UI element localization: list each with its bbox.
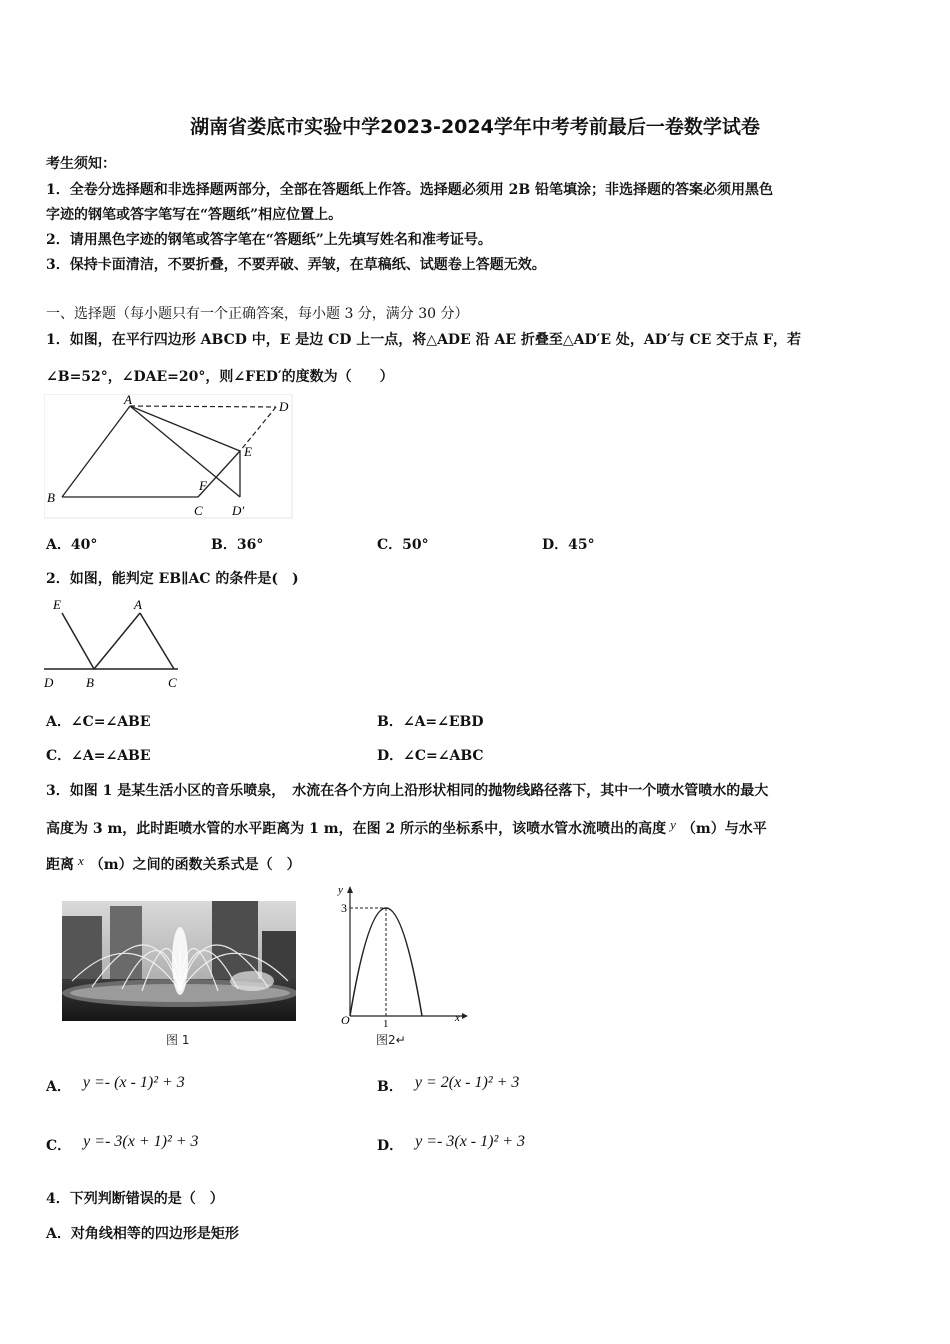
q1-stem-line-2: ∠B=52°，∠DAE=20°，则∠FED′的度数为（ ） (46, 369, 394, 385)
q3-stem-line-2: 高度为 3 m，此时距喷水管的水平距离为 1 m，在图 2 所示的坐标系中，该喷水管水流喷出的高度 y （m）与水平 (46, 817, 767, 837)
label-e: E (244, 444, 252, 459)
label-a: A (124, 394, 132, 407)
q3-option-c[interactable]: C． y =- 3(x + 1)² + 3 (46, 1133, 199, 1154)
fountain-photo (62, 901, 296, 1021)
q2-figure (40, 595, 190, 693)
line-ac (140, 613, 174, 669)
line-eb (62, 613, 94, 669)
q3-stem-line-1: 3．如图 1 是某生活小区的音乐喷泉， 水流在各个方向上沿形状相同的抛物线路径落下，其中一个喷水管喷水的最大 (46, 783, 769, 799)
q2-stem: 2．如图，能判定 EB∥AC 的条件是( ) (46, 571, 299, 587)
max-value-label: 3 (341, 901, 347, 915)
q2-option-c[interactable]: C．∠A=∠ABE (46, 748, 151, 764)
label-b: B (47, 490, 55, 505)
q4-stem: 4．下列判断错误的是（ ） (46, 1191, 224, 1207)
notice-line-1a: 1．全卷分选择题和非选择题两部分，全部在答题纸上作答。选择题必须用 2B 铅笔填涂；非选择题的答案必须用黑色 (46, 182, 774, 198)
q1-stem-line-1: 1．如图，在平行四边形 ABCD 中，E 是边 CD 上一点，将△ADE 沿 AE 折叠至△AD′E 处，AD′与 CE 交于点 F，若 (46, 332, 801, 348)
notice-heading: 考生须知： (46, 156, 116, 172)
y-axis-label: y (338, 884, 343, 896)
label-d: D (44, 675, 54, 690)
label-a: A (134, 597, 142, 612)
q1-option-d[interactable]: D．45° (542, 537, 595, 553)
side-ad-dashed (130, 406, 276, 407)
figure-1-caption: 图 1 (166, 1033, 190, 1047)
label-f: F (199, 478, 207, 493)
q3-option-d[interactable]: D． y =- 3(x - 1)² + 3 (377, 1133, 526, 1154)
q3-option-a[interactable]: A． y =- (x - 1)² + 3 (46, 1074, 185, 1095)
q1-parallelogram-figure (44, 394, 294, 520)
q3-option-b[interactable]: B． y = 2(x - 1)² + 3 (377, 1074, 520, 1095)
x-tick-label: 1 (383, 1018, 389, 1029)
figure-2-caption: 图2↵ (376, 1033, 406, 1047)
origin-label: O (341, 1013, 350, 1027)
notice-line-3: 3．保持卡面清洁，不要折叠，不要弄破、弄皱，在草稿纸、试题卷上答题无效。 (46, 257, 546, 273)
label-c: C (168, 675, 177, 690)
section-heading: 一、选择题（每小题只有一个正确答案，每小题 3 分，满分 30 分） (46, 306, 469, 322)
q2-option-d[interactable]: D．∠C=∠ABC (377, 748, 484, 764)
exam-title: 湖南省娄底市实验中学2023-2024学年中考考前最后一卷数学试卷 (190, 116, 760, 138)
label-d: D (279, 399, 289, 414)
q1-option-a[interactable]: A．40° (46, 537, 98, 553)
x-axis-label: x (455, 1012, 460, 1024)
notice-line-1b: 字迹的钢笔或答字笔写在“答题纸”相应位置上。 (46, 207, 343, 223)
q2-option-b[interactable]: B．∠A=∠EBD (377, 714, 484, 730)
q2-option-a[interactable]: A．∠C=∠ABE (46, 714, 151, 730)
label-c: C (194, 503, 203, 518)
line-ba (94, 613, 140, 669)
line-ae (130, 406, 240, 451)
q4-option-a[interactable]: A．对角线相等的四边形是矩形 (46, 1226, 239, 1242)
q1-option-c[interactable]: C．50° (377, 537, 429, 553)
label-b: B (86, 675, 94, 690)
label-d-prime: D′ (232, 503, 245, 518)
line-ad-prime (130, 406, 240, 497)
q3-stem-line-3: 距离 x （m）之间的函数关系式是（ ） (46, 853, 301, 873)
label-e: E (53, 597, 61, 612)
notice-line-2: 2．请用黑色字迹的钢笔或答字笔在“答题纸”上先填写姓名和准考证号。 (46, 232, 492, 248)
side-ab (62, 406, 130, 497)
parabola-graph (328, 879, 468, 1029)
q1-option-b[interactable]: B．36° (211, 537, 264, 553)
